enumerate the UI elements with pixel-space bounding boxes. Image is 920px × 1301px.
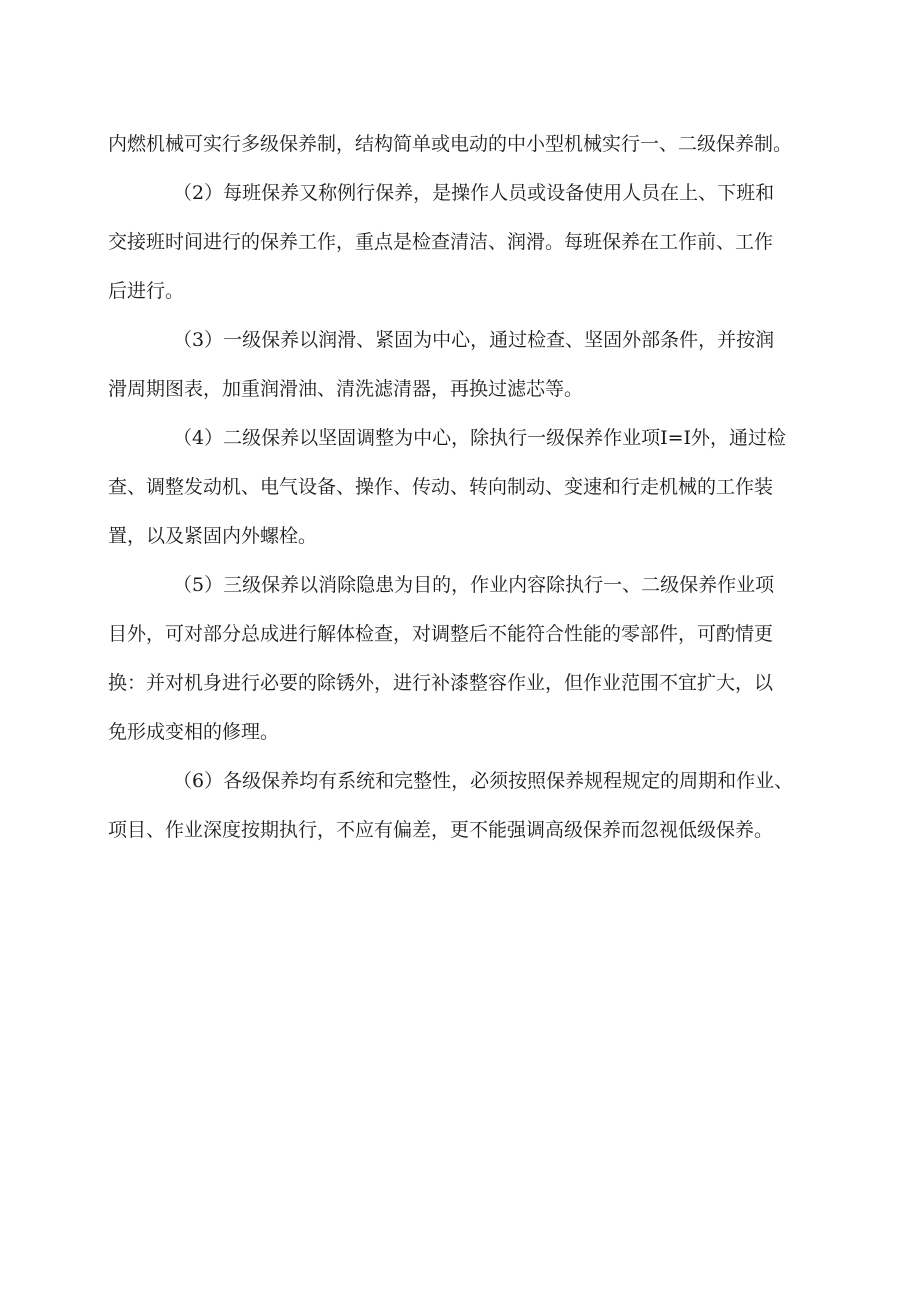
text-line: （4）二级保养以坚固调整为中心，除执行一级保养作业项I=I外，通过检 xyxy=(173,427,787,449)
paragraph-intro xyxy=(108,120,818,169)
paragraph-2 xyxy=(108,169,818,316)
document-body xyxy=(108,120,818,855)
paragraph-6 xyxy=(108,757,818,855)
text-line: （5）三级保养以消除隐患为目的，作业内容除执行一、二级保养作业项 xyxy=(173,574,775,596)
text-line: 免形成变相的修理。 xyxy=(108,721,280,743)
text-line: 查、调整发动机、电气设备、操作、传动、转向制动、变速和行走机械的工作装 xyxy=(108,476,774,498)
text-line: 项目、作业深度按期执行，不应有偏差，更不能强调高级保养而忽视低级保养。 xyxy=(108,819,774,841)
paragraph-3 xyxy=(108,316,818,414)
text-line: （6）各级保养均有系统和完整性，必须按照保养规程规定的周期和作业、 xyxy=(173,770,794,792)
text-line: 置，以及紧固内外螺栓。 xyxy=(108,525,318,547)
paragraph-4 xyxy=(108,414,818,561)
paragraph-5 xyxy=(108,561,818,757)
text-line: 目外，可对部分总成进行解体检查，对调整后不能符合性能的零部件，可酌情更 xyxy=(108,623,774,645)
text-line: （3）一级保养以润滑、紧固为中心，通过检查、坚固外部条件，并按润 xyxy=(173,329,775,351)
text-line: 滑周期图表，加重润滑油、清洗滤清器，再换过滤芯等。 xyxy=(108,378,584,400)
text-line: 后进行。 xyxy=(108,280,185,302)
text-line: 内燃机械可实行多级保养制，结构简单或电动的中小型机械实行一、二级保养制。 xyxy=(108,133,793,155)
text-line: 换：并对机身进行必要的除锈外，进行补漆整容作业，但作业范围不宜扩大，以 xyxy=(108,672,774,694)
text-line: 交接班时间进行的保养工作，重点是检查清洁、润滑。每班保养在工作前、工作 xyxy=(108,231,774,253)
text-line: （2）每班保养又称例行保养，是操作人员或设备使用人员在上、下班和 xyxy=(173,182,775,204)
